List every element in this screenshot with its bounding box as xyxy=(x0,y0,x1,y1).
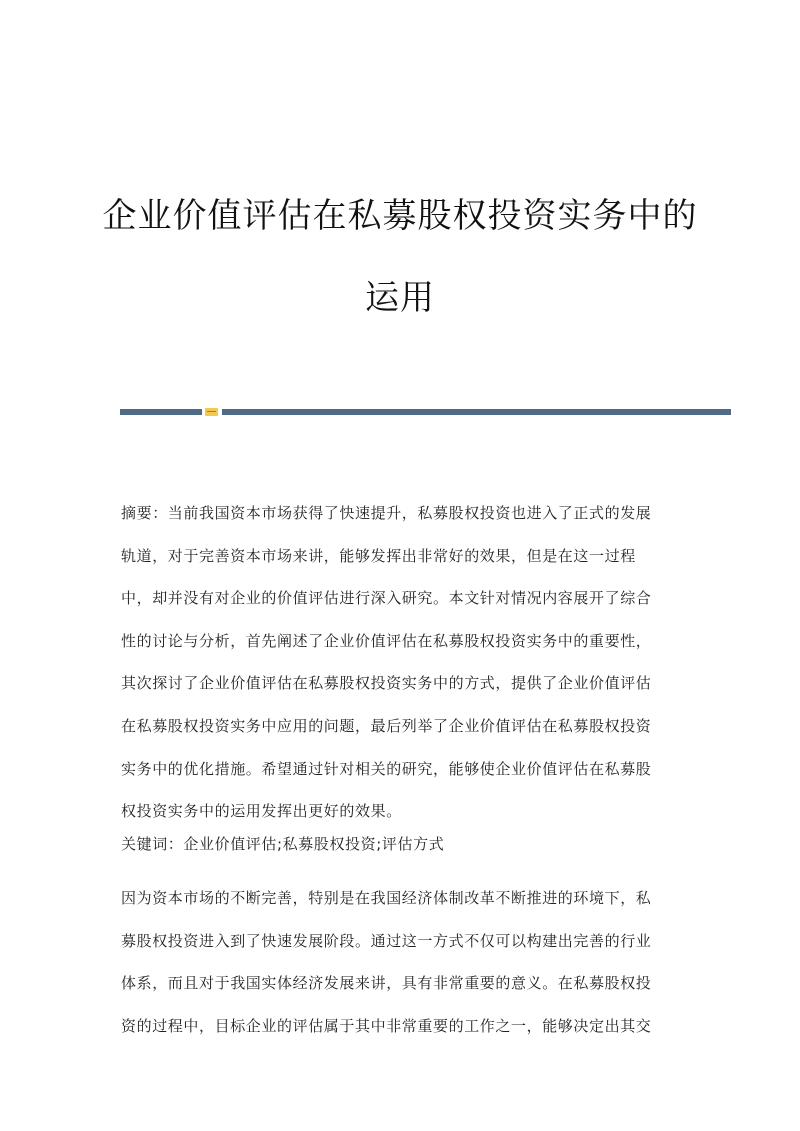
intro-line: 募股权投资进入到了快速发展阶段。通过这一方式不仅可以构建出完善的行业 xyxy=(121,931,652,950)
document-title-line-1: 企业价值评估在私募股权投资实务中的 xyxy=(102,196,698,236)
abstract-line: 其次探讨了企业价值评估在私募股权投资实务中的方式，提供了企业价值评估 xyxy=(121,674,652,693)
keywords-line: 关键词：企业价值评估;私募股权投资;评估方式 xyxy=(121,835,445,853)
intro-paragraph xyxy=(121,877,681,1047)
divider-badge-icon xyxy=(205,408,218,416)
abstract-line: 性的讨论与分析，首先阐述了企业价值评估在私募股权投资实务中的重要性， xyxy=(121,631,652,650)
divider-right-bar xyxy=(222,409,731,415)
title-divider xyxy=(120,408,731,416)
abstract-line: 轨道，对于完善资本市场来讲，能够发挥出非常好的效果，但是在这一过程 xyxy=(121,546,636,565)
intro-line: 因为资本市场的不断完善，特别是在我国经济体制改革不断推进的环境下，私 xyxy=(121,889,652,907)
intro-line: 资的过程中，目标企业的评估属于其中非常重要的工作之一，能够决定出其交 xyxy=(121,1016,652,1035)
document-title-line-2: 运用 xyxy=(365,278,435,318)
abstract-line: 在私募股权投资实务中应用的问题，最后列举了企业价值评估在私募股权投资 xyxy=(121,716,652,735)
abstract-paragraph xyxy=(121,492,681,833)
abstract-line: 中，却并没有对企业的价值评估进行深入研究。本文针对情况内容展开了综合 xyxy=(121,589,652,608)
abstract-line: 摘要：当前我国资本市场获得了快速提升，私募股权投资也进入了正式的发展 xyxy=(121,504,652,522)
intro-line: 体系，而且对于我国实体经济发展来讲，具有非常重要的意义。在私募股权投 xyxy=(121,974,652,993)
divider-left-bar xyxy=(120,409,202,415)
abstract-line: 实务中的优化措施。希望通过针对相关的研究，能够使企业价值评估在私募股 xyxy=(121,759,652,778)
abstract-line: 权投资实务中的运用发挥出更好的效果。 xyxy=(121,802,402,821)
